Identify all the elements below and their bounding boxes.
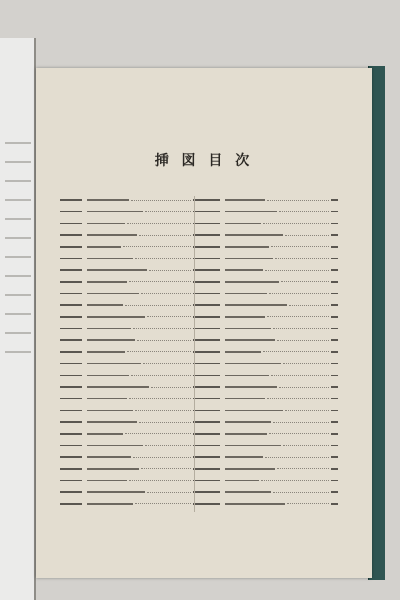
figure-list-row (198, 290, 338, 298)
page-number (331, 234, 338, 236)
left-page-mark (5, 161, 31, 163)
page-number (331, 258, 338, 260)
dot-leader (289, 305, 329, 306)
figure-list-row (198, 465, 338, 473)
figure-list-row (198, 441, 338, 449)
page-number (331, 398, 338, 400)
figure-number (198, 503, 220, 505)
figure-number (60, 281, 82, 283)
dot-leader (129, 398, 191, 399)
figure-number (60, 304, 82, 306)
page-number (331, 316, 338, 318)
dot-leader (141, 293, 191, 294)
figure-number (60, 421, 82, 423)
figure-list-row (198, 231, 338, 239)
figure-caption (87, 293, 139, 295)
dot-leader (123, 246, 191, 247)
figure-number (198, 234, 220, 236)
figure-caption (225, 199, 265, 201)
figure-number (198, 293, 220, 295)
page-number (331, 421, 338, 423)
dot-leader (137, 340, 191, 341)
figure-number (198, 375, 220, 377)
figure-number (60, 386, 82, 388)
figure-caption (225, 468, 275, 470)
figure-list-row (198, 477, 338, 485)
page-number (331, 386, 338, 388)
figure-number (60, 445, 82, 447)
figure-caption (87, 339, 135, 341)
figure-caption (87, 363, 141, 365)
figure-number (60, 211, 82, 213)
figure-number (60, 398, 82, 400)
dot-leader (151, 387, 191, 388)
figure-caption (87, 398, 127, 400)
figure-list-row (198, 196, 338, 204)
figure-number (60, 223, 82, 225)
figure-list-row (60, 290, 200, 298)
page-title: 挿 図 目 次 (154, 153, 254, 169)
page-number (331, 293, 338, 295)
dot-leader (273, 492, 329, 493)
dot-leader (141, 468, 191, 469)
dot-leader (265, 457, 329, 458)
figure-list-row (60, 430, 200, 438)
figure-caption (225, 281, 279, 283)
dot-leader (267, 398, 329, 399)
figure-list-row (198, 325, 338, 333)
figure-list-row (198, 243, 338, 251)
figure-caption (225, 456, 263, 458)
page-number (331, 480, 338, 482)
figure-number (198, 410, 220, 412)
figure-list-row (60, 395, 200, 403)
dot-leader (285, 410, 329, 411)
page-number (331, 351, 338, 353)
figure-number (60, 468, 82, 470)
figure-list-row (60, 231, 200, 239)
dot-leader (135, 258, 191, 259)
dot-leader (127, 351, 191, 352)
figure-number (60, 433, 82, 435)
figure-number (198, 480, 220, 482)
page-number (331, 456, 338, 458)
figure-caption (87, 234, 137, 236)
page-number (331, 468, 338, 470)
figure-list-row (60, 488, 200, 496)
figure-list-row (60, 278, 200, 286)
figure-number (198, 363, 220, 365)
dot-leader (127, 223, 191, 224)
figure-list-row (198, 453, 338, 461)
left-page-mark (5, 275, 31, 277)
dot-leader (267, 200, 329, 201)
figure-list-row (60, 441, 200, 449)
figure-caption (225, 398, 265, 400)
figure-list-row (60, 196, 200, 204)
page-number (331, 363, 338, 365)
figure-number (60, 456, 82, 458)
dot-leader (277, 340, 329, 341)
figure-number (60, 293, 82, 295)
figure-caption (225, 304, 287, 306)
figure-number (198, 468, 220, 470)
figure-list-row (60, 243, 200, 251)
page-number (331, 211, 338, 213)
dot-leader (135, 410, 191, 411)
figure-list-row (60, 406, 200, 414)
left-page-mark (5, 294, 31, 296)
left-page-mark (5, 199, 31, 201)
page-number (331, 375, 338, 377)
figure-list-row (198, 348, 338, 356)
figure-number (60, 234, 82, 236)
left-page-mark (5, 218, 31, 220)
column-divider (194, 196, 195, 512)
figure-caption (87, 468, 139, 470)
page-number (331, 281, 338, 283)
figure-caption (87, 328, 131, 330)
dot-leader (145, 445, 191, 446)
figure-caption (87, 410, 133, 412)
page-number (331, 269, 338, 271)
figure-list-row (198, 500, 338, 508)
figure-number (60, 328, 82, 330)
figure-caption (87, 269, 147, 271)
figure-list-row (198, 383, 338, 391)
figure-caption (225, 211, 277, 213)
figure-caption (225, 433, 267, 435)
dot-leader (269, 433, 329, 434)
figure-caption (225, 363, 281, 365)
left-page-mark (5, 237, 31, 239)
figure-number (198, 398, 220, 400)
figure-caption (225, 375, 269, 377)
dot-leader (131, 200, 191, 201)
figure-list-row (198, 395, 338, 403)
figure-caption (225, 351, 261, 353)
figure-list-row (60, 465, 200, 473)
figure-list-row (60, 313, 200, 321)
dot-leader (271, 246, 329, 247)
dot-leader (283, 363, 329, 364)
figure-number (198, 211, 220, 213)
left-page-mark (5, 351, 31, 353)
dot-leader (279, 387, 329, 388)
figure-caption (225, 223, 261, 225)
figure-list-row (198, 406, 338, 414)
dot-leader (149, 270, 191, 271)
dot-leader (285, 235, 329, 236)
figure-number (60, 503, 82, 505)
dot-leader (283, 445, 329, 446)
figure-list-row (198, 301, 338, 309)
figure-caption (87, 503, 133, 505)
figure-list-row (198, 208, 338, 216)
figure-number (60, 258, 82, 260)
figure-number (60, 351, 82, 353)
page-number (331, 304, 338, 306)
figure-list-row (198, 313, 338, 321)
left-page-mark (5, 180, 31, 182)
figure-list-row (60, 336, 200, 344)
figure-number (60, 375, 82, 377)
figure-list-row (198, 360, 338, 368)
dot-leader (263, 223, 329, 224)
left-page (0, 38, 36, 600)
dot-leader (125, 305, 191, 306)
figure-caption (225, 503, 285, 505)
figure-list-row (60, 418, 200, 426)
dot-leader (147, 316, 191, 317)
left-page-mark (5, 256, 31, 258)
figure-number (198, 316, 220, 318)
dot-leader (147, 492, 191, 493)
figure-caption (87, 246, 121, 248)
page-number (331, 246, 338, 248)
figure-list-row (198, 219, 338, 227)
dot-leader (261, 480, 329, 481)
page-number (331, 503, 338, 505)
figure-list-row (60, 383, 200, 391)
figure-number (198, 351, 220, 353)
figure-caption (225, 258, 273, 260)
figure-list-row (60, 360, 200, 368)
dot-leader (133, 457, 191, 458)
figure-number (60, 199, 82, 201)
figure-list-row (60, 301, 200, 309)
figure-caption (87, 433, 123, 435)
left-page-mark (5, 313, 31, 315)
figure-list-row (198, 418, 338, 426)
dot-leader (133, 328, 191, 329)
dot-leader (265, 270, 329, 271)
figure-number (198, 456, 220, 458)
dot-leader (279, 211, 329, 212)
figure-list-row (60, 477, 200, 485)
dot-leader (269, 293, 329, 294)
left-page-mark (5, 142, 31, 144)
page-number (331, 433, 338, 435)
page-number (331, 328, 338, 330)
figure-number (60, 269, 82, 271)
figure-number (60, 339, 82, 341)
figure-caption (225, 491, 271, 493)
figure-caption (87, 223, 125, 225)
dot-leader (273, 328, 329, 329)
figure-number (198, 246, 220, 248)
dot-leader (139, 235, 191, 236)
figure-caption (225, 339, 275, 341)
figure-caption (87, 480, 127, 482)
figure-list-row (198, 266, 338, 274)
figure-caption (87, 281, 127, 283)
figure-number (198, 199, 220, 201)
figure-caption (87, 445, 143, 447)
figure-caption (225, 246, 269, 248)
figure-caption (225, 480, 259, 482)
figure-number (60, 246, 82, 248)
figure-number (60, 491, 82, 493)
page-number (331, 410, 338, 412)
figure-caption (87, 258, 133, 260)
page-number (331, 339, 338, 341)
figure-list-row (60, 500, 200, 508)
figure-list-row (60, 371, 200, 379)
figure-list-row (198, 278, 338, 286)
dot-leader (131, 375, 191, 376)
figure-caption (225, 293, 267, 295)
figure-number (60, 363, 82, 365)
dot-leader (129, 480, 191, 481)
page-number (331, 223, 338, 225)
figure-list-left (60, 196, 200, 512)
figure-caption (225, 328, 271, 330)
figure-number (198, 433, 220, 435)
figure-caption (87, 316, 145, 318)
figure-caption (225, 386, 277, 388)
figure-number (198, 339, 220, 341)
figure-number (60, 316, 82, 318)
figure-number (198, 304, 220, 306)
figure-list-row (198, 371, 338, 379)
figure-number (198, 386, 220, 388)
figure-caption (225, 445, 281, 447)
figure-list-row (198, 488, 338, 496)
dot-leader (275, 258, 329, 259)
figure-caption (87, 375, 129, 377)
figure-list-row (198, 430, 338, 438)
figure-caption (87, 456, 131, 458)
figure-number (198, 223, 220, 225)
dot-leader (129, 281, 191, 282)
figure-caption (87, 386, 149, 388)
figure-number (60, 480, 82, 482)
figure-caption (225, 421, 271, 423)
figure-number (198, 281, 220, 283)
figure-number (198, 445, 220, 447)
figure-caption (225, 316, 265, 318)
figure-number (198, 491, 220, 493)
figure-list-row (60, 266, 200, 274)
page-number (331, 445, 338, 447)
figure-caption (87, 351, 125, 353)
dot-leader (281, 281, 329, 282)
figure-list-right (198, 196, 338, 512)
figure-list-row (60, 453, 200, 461)
figure-list-row (60, 219, 200, 227)
figure-list-row (60, 325, 200, 333)
figure-caption (87, 491, 145, 493)
figure-list-row (198, 336, 338, 344)
figure-number (198, 421, 220, 423)
dot-leader (287, 503, 329, 504)
dot-leader (277, 468, 329, 469)
figure-list-row (198, 254, 338, 262)
page-number (331, 491, 338, 493)
figure-number (198, 328, 220, 330)
figure-list-row (60, 208, 200, 216)
figure-caption (225, 269, 263, 271)
dot-leader (271, 375, 329, 376)
figure-number (198, 269, 220, 271)
figure-caption (225, 410, 283, 412)
figure-list-row (60, 348, 200, 356)
figure-caption (87, 304, 123, 306)
dot-leader (135, 503, 191, 504)
dot-leader (145, 211, 191, 212)
dot-leader (267, 316, 329, 317)
dot-leader (125, 433, 191, 434)
dot-leader (273, 422, 329, 423)
dot-leader (139, 422, 191, 423)
figure-list-row (60, 254, 200, 262)
page-number (331, 199, 338, 201)
figure-caption (87, 211, 143, 213)
figure-caption (87, 421, 137, 423)
figure-number (60, 410, 82, 412)
figure-caption (225, 234, 283, 236)
dot-leader (143, 363, 191, 364)
dot-leader (263, 351, 329, 352)
figure-caption (87, 199, 129, 201)
left-page-mark (5, 332, 31, 334)
figure-number (198, 258, 220, 260)
